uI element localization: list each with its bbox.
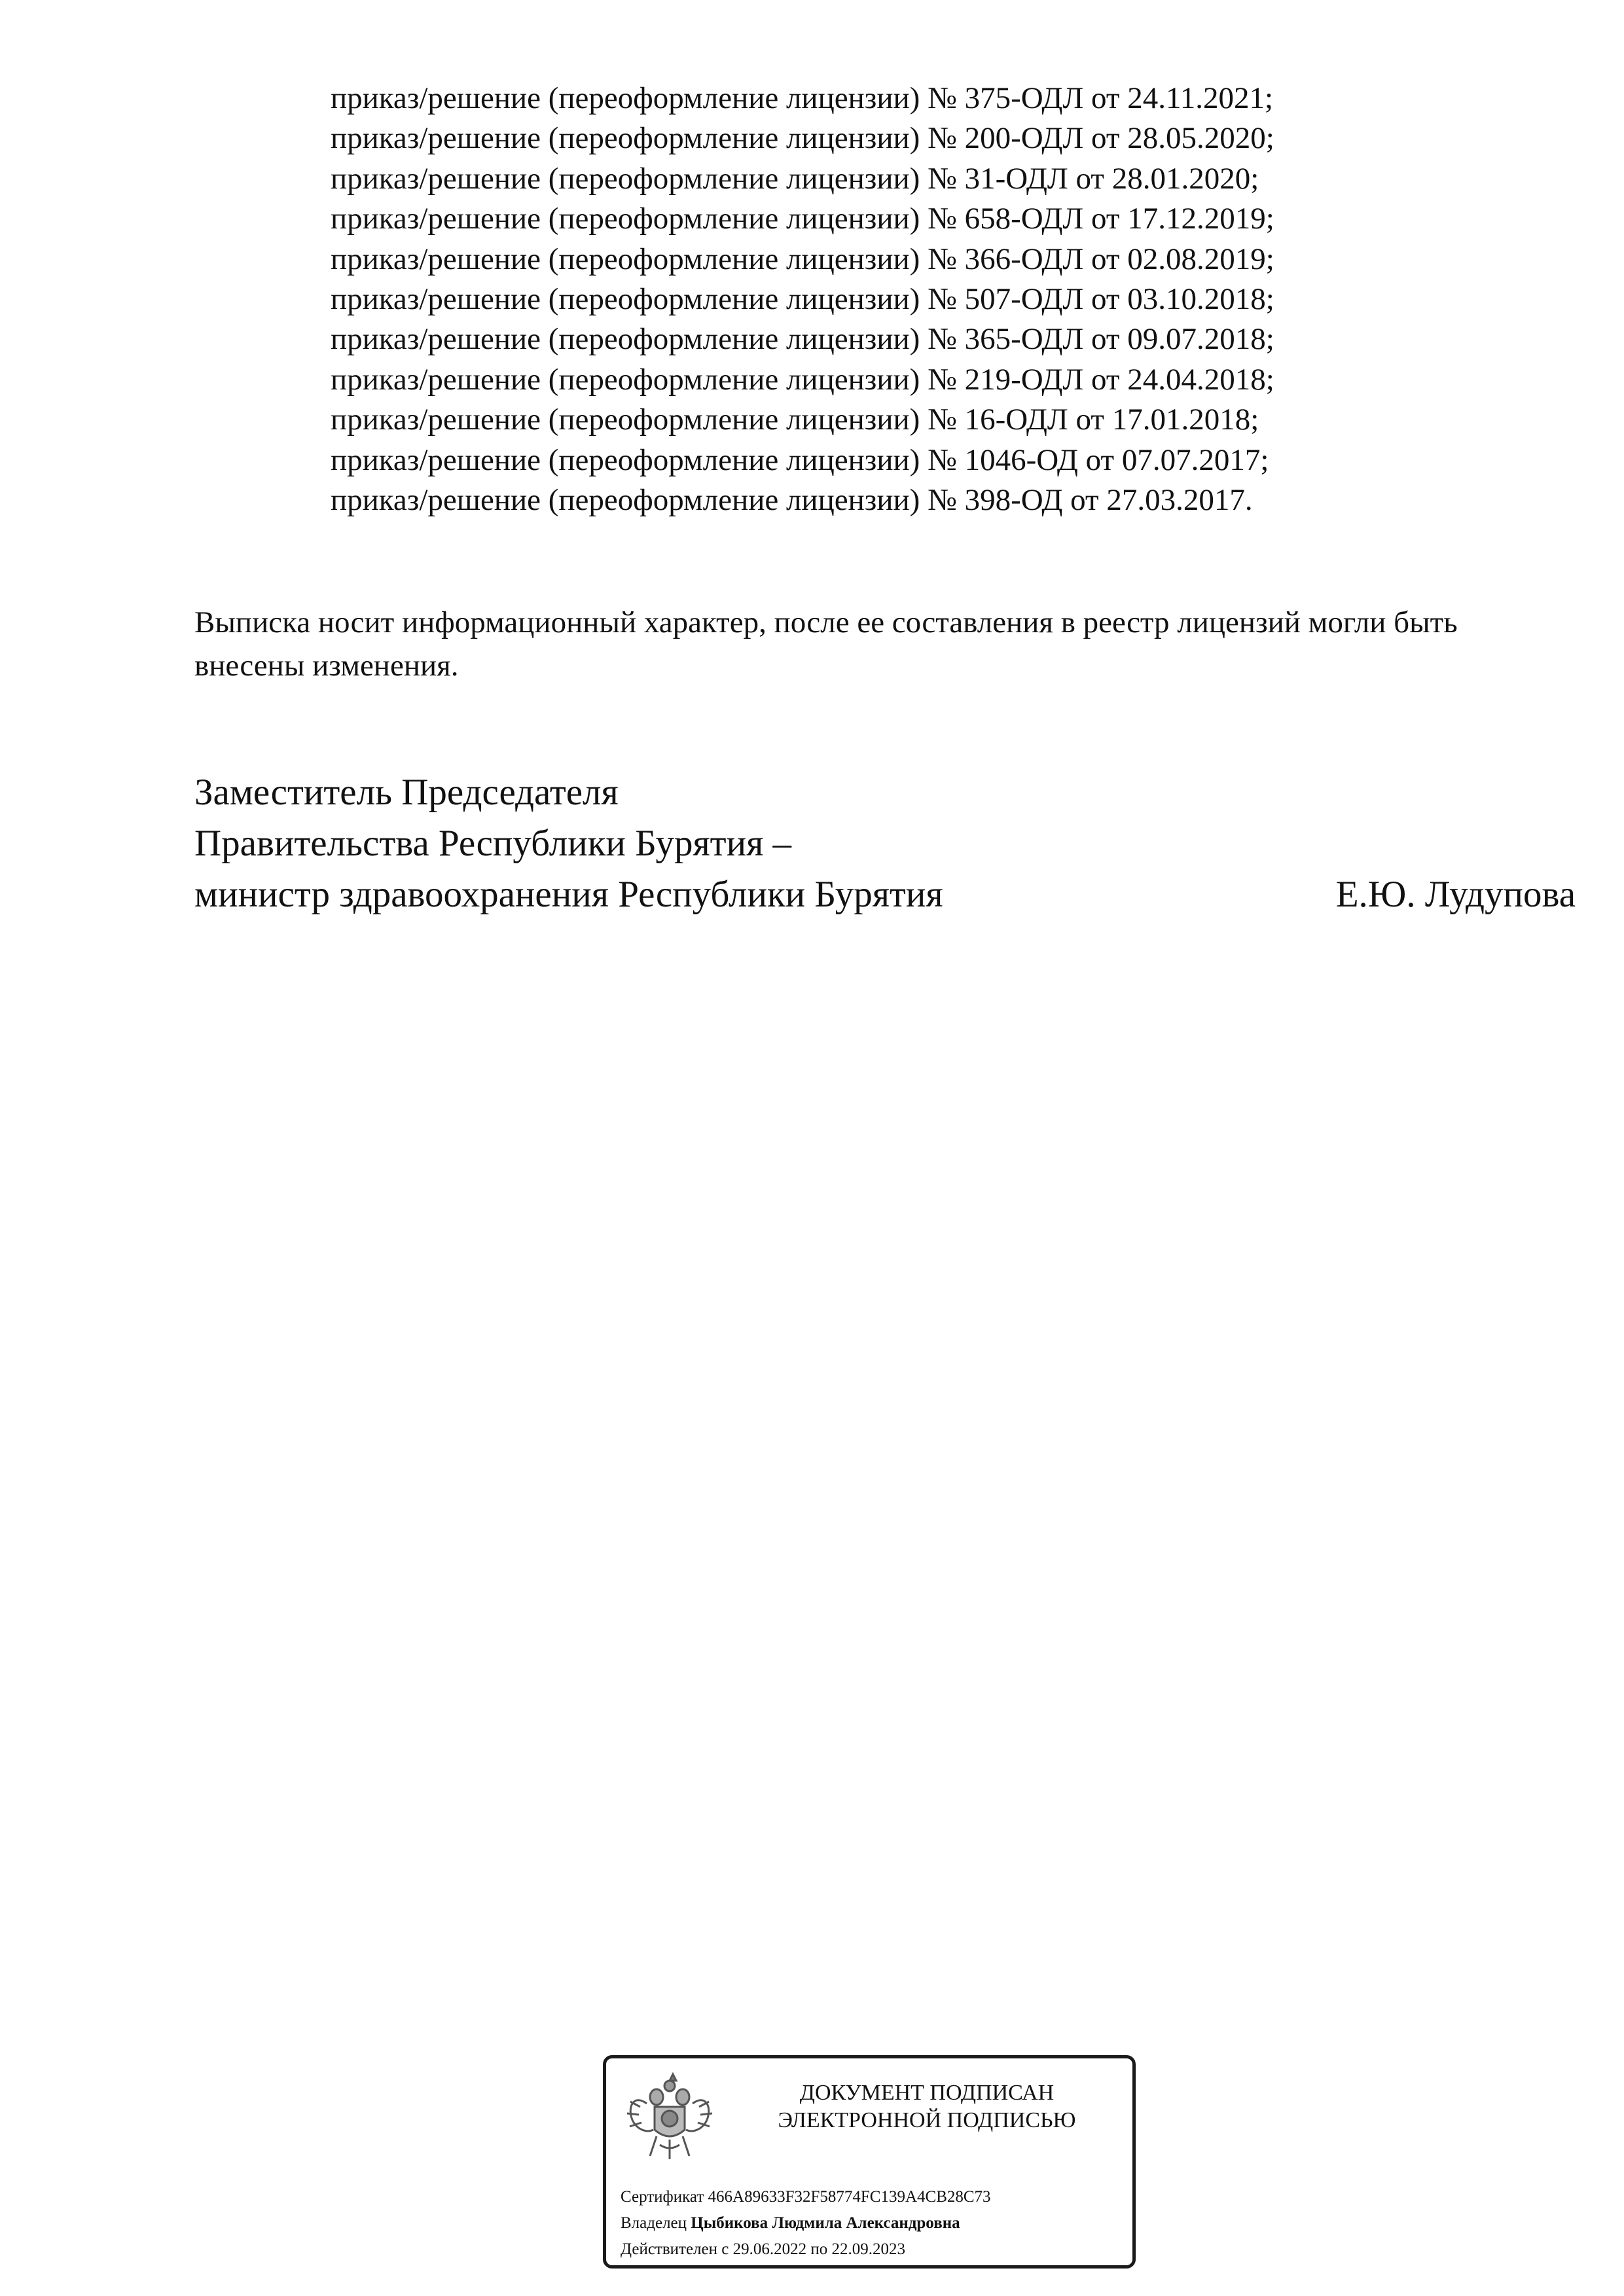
order-line: приказ/решение (переоформление лицензии) № 31-ОДЛ от 28.01.2020; <box>331 161 1259 196</box>
coat-of-arms-icon <box>621 2068 719 2166</box>
stamp-details <box>621 2184 991 2263</box>
certificate-number: 466A89633F32F58774FC139A4CB28C73 <box>708 2188 991 2206</box>
information-notice <box>194 601 1576 687</box>
order-line: приказ/решение (переоформление лицензии) № 1046-ОД от 07.07.2017; <box>331 442 1269 477</box>
order-line: приказ/решение (переоформление лицензии) № 366-ОДЛ от 02.08.2019; <box>331 242 1274 276</box>
order-line: приказ/решение (переоформление лицензии) № 16-ОДЛ от 17.01.2018; <box>331 403 1259 437</box>
certificate-row <box>621 2184 991 2210</box>
order-line: приказ/решение (переоформление лицензии) № 365-ОДЛ от 09.07.2018; <box>331 322 1274 357</box>
order-line: приказ/решение (переоформление лицензии) № 398-ОД от 27.03.2017. <box>331 482 1253 517</box>
owner-row <box>621 2210 991 2236</box>
signer-position-line: Правительства Республики Бурятия – <box>194 823 792 864</box>
owner-label: Владелец <box>621 2214 687 2232</box>
certificate-label: Сертификат <box>621 2188 704 2206</box>
stamp-title <box>737 2079 1117 2134</box>
stamp-title-line: ЭЛЕКТРОННОЙ ПОДПИСЬЮ <box>778 2108 1076 2132</box>
notice-line: Выписка носит информационный характер, после ее составления в реестр лицензий могли быть <box>194 605 1458 639</box>
electronic-signature-stamp <box>603 2055 1136 2269</box>
signer-position-line: Заместитель Председателя <box>194 772 619 813</box>
stamp-title-line: ДОКУМЕНТ ПОДПИСАН <box>799 2081 1055 2105</box>
order-line: приказ/решение (переоформление лицензии) № 507-ОДЛ от 03.10.2018; <box>331 281 1274 316</box>
signer-position-row <box>194 869 1576 920</box>
owner-name: Цыбикова Людмила Александровна <box>691 2214 960 2232</box>
signature-block <box>194 767 1576 920</box>
order-line: приказ/решение (переоформление лицензии) № 219-ОДЛ от 24.04.2018; <box>331 362 1274 397</box>
order-line: приказ/решение (переоформление лицензии) № 200-ОДЛ от 28.05.2020; <box>331 121 1274 156</box>
notice-line: внесены изменения. <box>194 649 459 683</box>
signer-name: Е.Ю. Лудупова <box>1335 874 1576 915</box>
order-line: приказ/решение (переоформление лицензии) № 375-ОДЛ от 24.11.2021; <box>331 81 1274 115</box>
validity-period: Действителен с 29.06.2022 по 22.09.2023 <box>621 2240 905 2258</box>
signer-position-line: министр здравоохранения Республики Бурятия <box>194 874 943 915</box>
order-list <box>331 79 1443 520</box>
order-line: приказ/решение (переоформление лицензии) № 658-ОДЛ от 17.12.2019; <box>331 202 1274 236</box>
